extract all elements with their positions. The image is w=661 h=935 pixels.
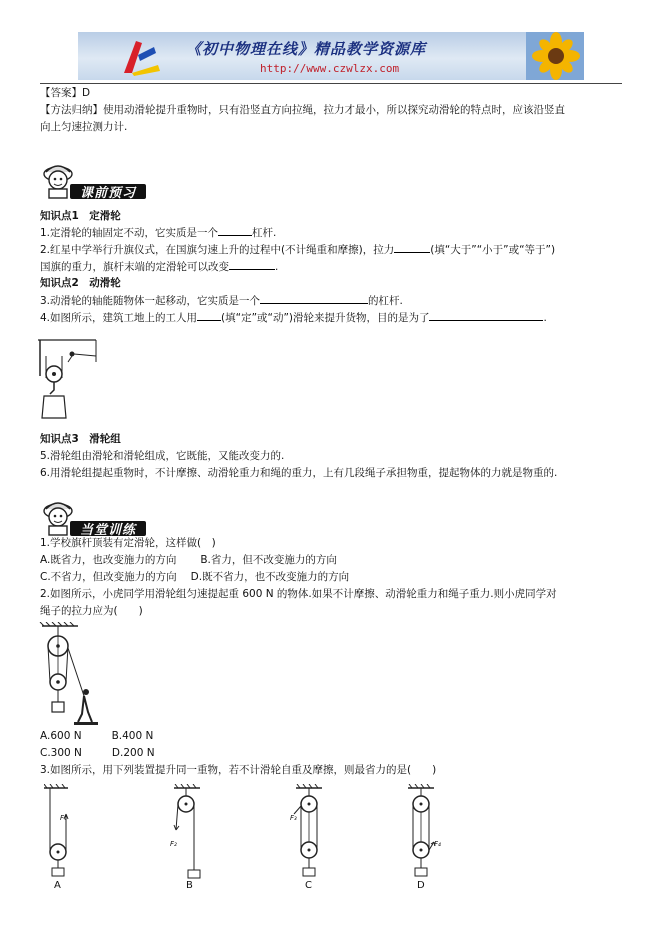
option-c[interactable]: C.300 N bbox=[40, 747, 82, 759]
practice-question-3: 3.如图所示，用下列装置提升同一重物，若不计滑轮自重及摩擦，则最省力的是( ) bbox=[40, 764, 437, 776]
answer-blank[interactable] bbox=[394, 241, 430, 253]
practice-question-1: 1.学校旗杆顶装有定滑轮，这样做( ) bbox=[40, 537, 216, 549]
kp3-question-5: 5.滑轮组由滑轮和滑轮组成，它既能，又能改变力的. bbox=[40, 450, 285, 462]
kp1-question-1: 1.定滑轮的轴固定不动，它实质是一个 杠杆. bbox=[40, 224, 276, 241]
option-a[interactable]: A.600 N bbox=[40, 730, 82, 742]
practice-q2-options-row2 bbox=[40, 745, 155, 761]
option-b[interactable]: B.省力，但不改变施力的方向 bbox=[200, 554, 337, 566]
force-label-f3: F₃ bbox=[290, 814, 297, 822]
practice-q1-options-row1 bbox=[40, 552, 337, 568]
kp2-question-4: 4.如图所示，建筑工地上的工人用 (填“定”或“动”)滑轮来提升货物，目的是为了 . bbox=[40, 309, 547, 326]
answer-blank[interactable] bbox=[260, 292, 368, 304]
section-header-practice bbox=[40, 497, 150, 537]
kp1-question-2: 2.红星中学举行升旗仪式，在国旗匀速上升的过程中(不计绳重和摩擦)，拉力 (填“大于”“小于”或“等于”) bbox=[40, 241, 555, 258]
site-logo-icon bbox=[114, 35, 170, 77]
answer-value: D bbox=[82, 87, 91, 99]
site-title: 《初中物理在线》精品教学资源库 bbox=[186, 40, 427, 58]
kp2-question-3: 3.动滑轮的轴能随物体一起移动，它实质是一个 的杠杆. bbox=[40, 292, 403, 309]
figure-a-pulley bbox=[44, 784, 80, 888]
answer-blank[interactable] bbox=[429, 309, 543, 321]
figure-c-pulley bbox=[290, 784, 330, 888]
pulley-block-figure bbox=[38, 622, 102, 726]
figure-label-d: D bbox=[417, 880, 425, 891]
force-label-f4: F₄ bbox=[434, 840, 441, 848]
option-c[interactable]: C.不省力，但改变施力的方向 bbox=[40, 571, 177, 583]
method-label: 【方法归纳】 bbox=[40, 104, 103, 116]
answer-label: 【答案】 bbox=[40, 87, 82, 99]
answer-line bbox=[40, 85, 90, 101]
kp2-heading: 知识点2 动滑轮 bbox=[40, 277, 121, 289]
answer-blank[interactable] bbox=[218, 224, 252, 236]
kp3-question-6: 6.用滑轮组提起重物时，不计摩擦、动滑轮重力和绳的重力，上有几段绳子承担物重，提起物体的力就是物重的. bbox=[40, 467, 558, 479]
practice-q2-options-row1 bbox=[40, 728, 153, 744]
kp1-heading: 知识点1 定滑轮 bbox=[40, 210, 121, 222]
practice-question-2-cont: 绳子的拉力应为( ) bbox=[40, 605, 143, 617]
site-url[interactable]: http://www.czwlzx.com bbox=[260, 62, 400, 75]
force-label-f2: F₂ bbox=[170, 840, 177, 848]
practice-q1-options-row2 bbox=[40, 569, 349, 585]
option-d[interactable]: D.既不省力，也不改变施力的方向 bbox=[190, 571, 350, 583]
answer-blank[interactable] bbox=[229, 258, 275, 270]
answer-blank[interactable] bbox=[197, 309, 221, 321]
section-title-practice: 当堂训练 bbox=[80, 523, 137, 538]
option-b[interactable]: B.400 N bbox=[111, 730, 154, 742]
header-banner bbox=[78, 32, 584, 80]
sunflower-icon bbox=[526, 32, 584, 80]
force-label-f1: F₁ bbox=[60, 814, 67, 822]
kp1-question-2-cont: 国旗的重力，旗杆末端的定滑轮可以改变 . bbox=[40, 258, 278, 275]
figure-label-b: B bbox=[186, 880, 193, 891]
section-title-preview: 课前预习 bbox=[80, 186, 137, 201]
construction-pulley-figure bbox=[38, 338, 98, 422]
section-header-preview bbox=[40, 160, 150, 200]
figure-label-c: C bbox=[305, 880, 312, 891]
method-line-1: 【方法归纳】使用动滑轮提升重物时，只有沿竖直方向拉绳，拉力才最小，所以探究动滑轮的特点时，应该沿竖直 bbox=[40, 104, 565, 116]
option-a[interactable]: A.既省力，也改变施力的方向 bbox=[40, 554, 177, 566]
option-d[interactable]: D.200 N bbox=[111, 747, 155, 759]
figure-label-a: A bbox=[54, 880, 61, 891]
header-divider bbox=[40, 83, 622, 84]
kp3-heading: 知识点3 滑轮组 bbox=[40, 433, 121, 445]
method-line-2: 向上匀速拉测力计. bbox=[40, 121, 128, 133]
practice-question-2: 2.如图所示，小虎同学用滑轮组匀速提起重 600 N 的物体.如果不计摩擦、动滑轮重力和绳子重力.则小虎同学对 bbox=[40, 588, 557, 600]
